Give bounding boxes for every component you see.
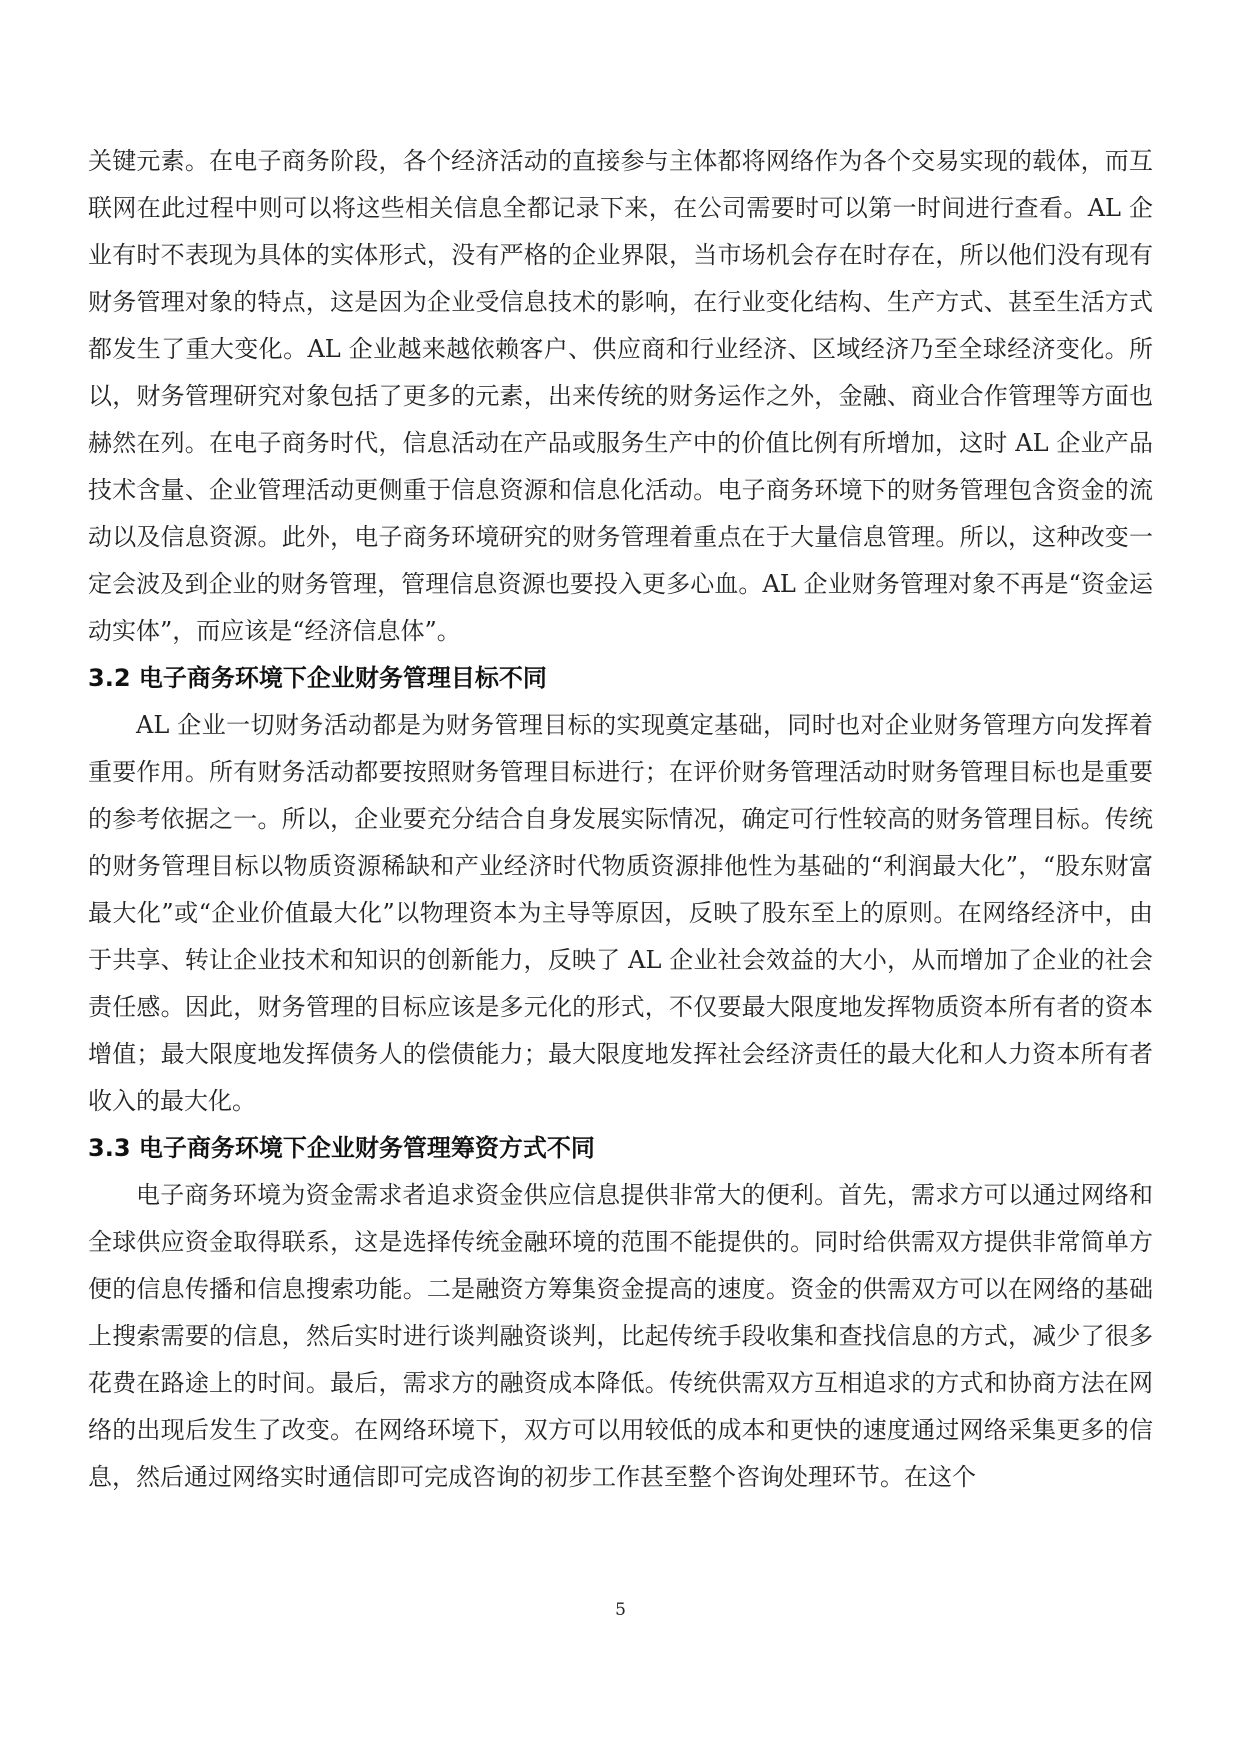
body-paragraph-continued: 关键元素。在电子商务阶段，各个经济活动的直接参与主体都将网络作为各个交易实现的载体，而互联网在此过程中则可以将这些相关信息全都记录下来，在公司需要时可以第一时间进行查看。AL 企业有时不表现为具体的实体形式，没有严格的企业界限，当市场机会存在时存在，所以他们没有现有财务管理对象的特点，这是因为企业受信息技术的影响，在行业变化结构、生产方式、甚至生活方式都发生了重大变化。AL 企业越来越依赖客户、供应商和行业经济、区域经济乃至全球经济变化。所以，财务管理研究对象包括了更多的元素，出来传统的财务运作之外，金融、商业合作管理等方面也赫然在列。在电子商务时代，信息活动在产品或服务生产中的价值比例有所增加，这时 AL 企业产品技术含量、企业管理活动更侧重于信息资源和信息化活动。电子商务环境下的财务管理包含资金的流动以及信息资源。此外，电子商务环境研究的财务管理着重点在于大量信息管理。所以，这种改变一定会波及到企业的财务管理，管理信息资源也要投入更多心血。AL 企业财务管理对象不再是“资金运动实体”，而应该是“经济信息体”。: [88, 147, 1153, 645]
page-number: 5: [615, 1600, 626, 1620]
section-heading-3-2: 3.2 电子商务环境下企业财务管理目标不同: [88, 664, 547, 692]
section-heading-3-3: 3.3 电子商务环境下企业财务管理筹资方式不同: [88, 1134, 595, 1162]
document-body: [88, 138, 1153, 1501]
body-paragraph-financial-goals: AL 企业一切财务活动都是为财务管理目标的实现奠定基础，同时也对企业财务管理方向发挥着重要作用。所有财务活动都要按照财务管理目标进行；在评价财务管理活动时财务管理目标也是重要的参考依据之一。所以，企业要充分结合自身发展实际情况，确定可行性较高的财务管理目标。传统的财务管理目标以物质资源稀缺和产业经济时代物质资源排他性为基础的“利润最大化”，“股东财富最大化”或“企业价值最大化”以物理资本为主导等原因，反映了股东至上的原则。在网络经济中，由于共享、转让企业技术和知识的创新能力，反映了 AL 企业社会效益的大小，从而增加了企业的社会责任感。因此，财务管理的目标应该是多元化的形式，不仅要最大限度地发挥物质资本所有者的资本增值；最大限度地发挥债务人的偿债能力；最大限度地发挥社会经济责任的最大化和人力资本所有者收入的最大化。: [88, 711, 1153, 1115]
body-paragraph-financing: 电子商务环境为资金需求者追求资金供应信息提供非常大的便利。首先，需求方可以通过网络和全球供应资金取得联系，这是选择传统金融环境的范围不能提供的。同时给供需双方提供非常简单方便的信息传播和信息搜索功能。二是融资方筹集资金提高的速度。资金的供需双方可以在网络的基础上搜索需要的信息，然后实时进行谈判融资谈判，比起传统手段收集和查找信息的方式，减少了很多花费在路途上的时间。最后，需求方的融资成本降低。传统供需双方互相追求的方式和协商方法在网络的出现后发生了改变。在网络环境下，双方可以用较低的成本和更快的速度通过网络采集更多的信息，然后通过网络实时通信即可完成咨询的初步工作甚至整个咨询处理环节。在这个: [88, 1181, 1153, 1491]
